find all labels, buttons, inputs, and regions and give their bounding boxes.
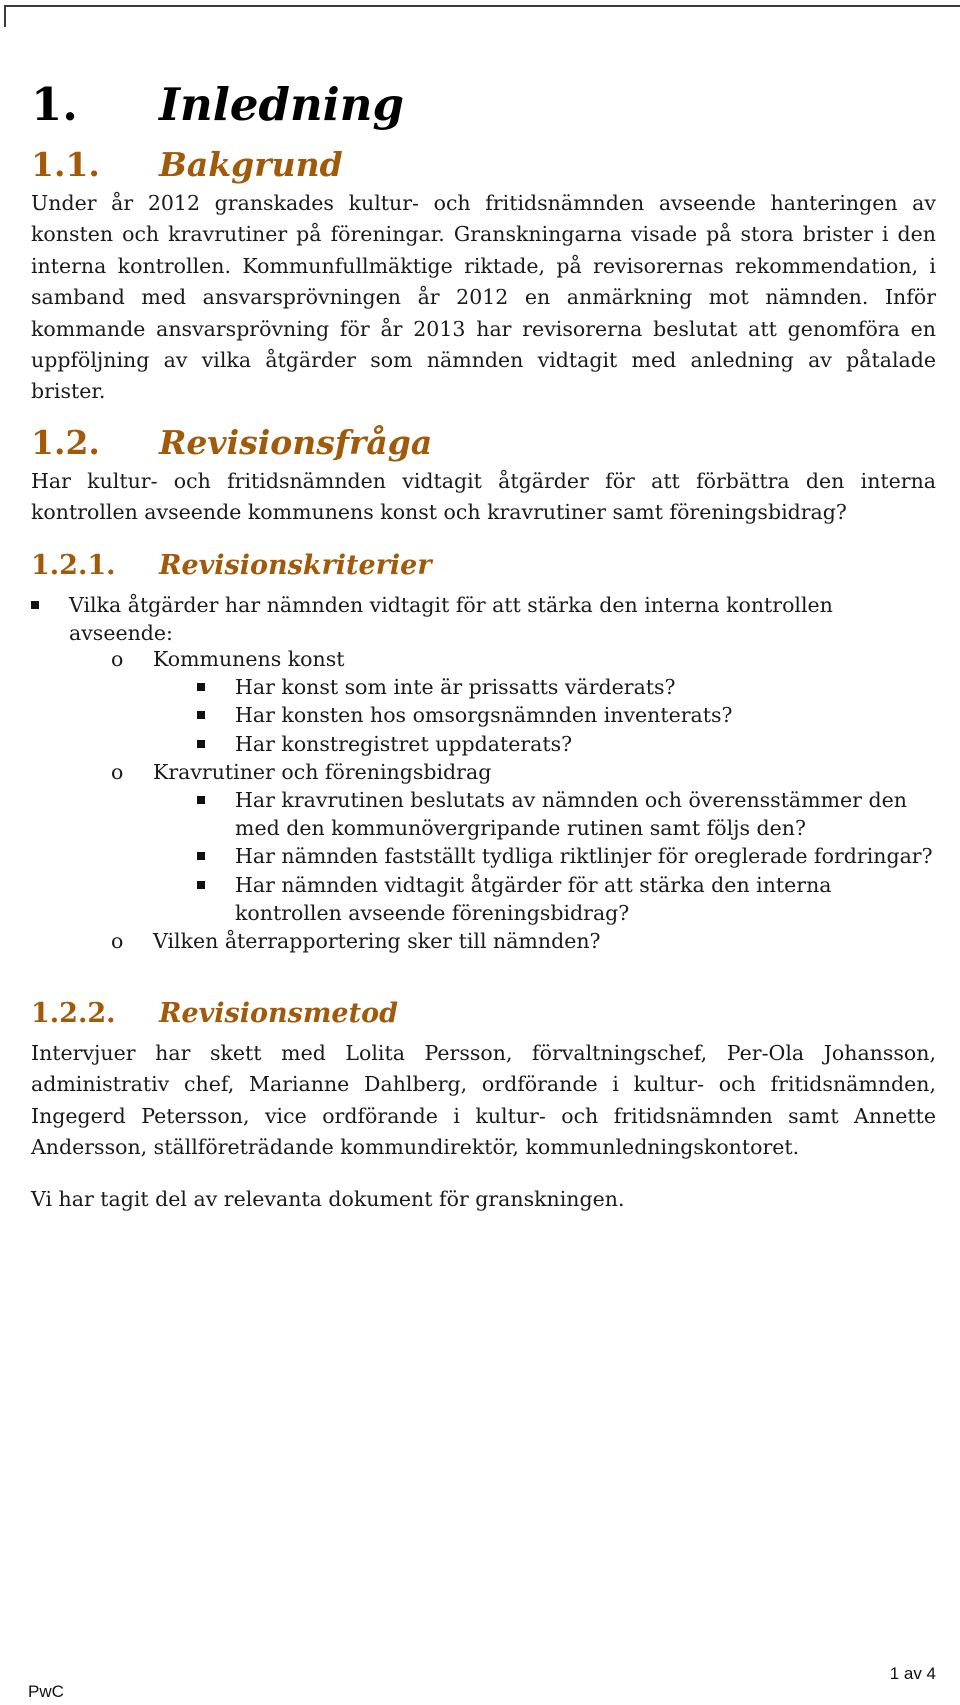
square-bullet-icon (197, 796, 205, 804)
list-item-text: Har konst som inte är prissatts värderats? (235, 675, 676, 700)
square-bullet-icon (197, 881, 205, 889)
footer-company: PwC (28, 1682, 64, 1701)
heading-number: 1.2.1. (31, 550, 116, 581)
heading-number: 1.1. (31, 145, 100, 184)
square-bullet-icon (197, 711, 205, 719)
square-bullet-icon (197, 740, 205, 748)
circle-bullet-icon: o (111, 759, 124, 784)
list-item-text: Vilken återrapportering sker till nämnden? (153, 929, 601, 954)
heading-revisionskriterier (31, 552, 432, 579)
heading-inledning (31, 78, 404, 131)
list-item (31, 591, 936, 647)
heading-number: 1.2.2. (31, 998, 116, 1029)
heading-bakgrund (31, 145, 343, 184)
list-item (31, 730, 936, 758)
page-number: 1 av 4 (889, 1664, 936, 1683)
list-item-text: Har kravrutinen beslutats av nämnden och överensstämmer den med den kommunövergripande rutinen samt följs den? (235, 788, 907, 841)
square-bullet-icon (31, 601, 39, 609)
circle-bullet-icon: o (111, 929, 124, 954)
list-item (31, 673, 936, 701)
list-item-text: Har nämnden vidtagit åtgärder för att stärka den interna kontrollen avseende föreningsbidrag? (235, 872, 832, 925)
page-corner-rule (4, 5, 960, 27)
bakgrund-paragraph: Under år 2012 granskades kultur- och fritidsnämnden avseende hanteringen av konsten och kravrutiner på föreningar. Granskningarna visade på stora brister i den interna kontrollen. Kommunfullmäktige riktade, på revisorernas rekommendation, i samband med ansvarsprövningen år 2012 en anmärkning mot nämnden. Inför kommande ansvarsprövning för år 2013 har revisorerna beslutat att genomföra en uppföljning av vilka åtgärder som nämnden vidtagit med anledning av påtalade brister. (31, 191, 936, 404)
list-item-text: Har nämnden fastställt tydliga riktlinjer för oreglerade fordringar? (235, 844, 933, 869)
criteria-first-list (31, 591, 936, 647)
revisionsfraga-paragraph: Har kultur- och fritidsnämnden vidtagit åtgärder för att förbättra den interna kontrollen avseende kommunens konst och kravrutiner samt föreningsbidrag? (31, 469, 936, 525)
heading-revisionsfraga (31, 423, 433, 462)
list-item (31, 758, 936, 786)
list-item (31, 645, 936, 673)
heading-number: 1.2. (31, 423, 100, 462)
square-bullet-icon (197, 683, 205, 691)
revisionsmetod-paragraph-2: Vi har tagit del av relevanta dokument för granskningen. (31, 1187, 625, 1211)
heading-title: Inledning (159, 78, 404, 131)
criteria-list (31, 645, 936, 955)
heading-title: Revisionsmetod (159, 998, 398, 1029)
circle-bullet-icon: o (111, 647, 124, 671)
revisionsmetod-paragraph: Intervjuer har skett med Lolita Persson, förvaltningschef, Per-Ola Johansson, administrativ chef, Marianne Dahlberg, ordförande i kultur- och fritidsnämnden, Ingegerd Petersson, vice ordförande i kultur- och fritidsnämnden samt Annette Andersson, ställföreträdande kommundirektör, kommunledningskontoret. (31, 1041, 936, 1160)
list-item-text: Har konsten hos omsorgsnämnden inventerats? (235, 703, 733, 728)
heading-title: Revisionsfråga (159, 423, 433, 462)
list-item (31, 786, 936, 842)
list-item (31, 842, 936, 870)
list-item-text: Kravrutiner och föreningsbidrag (153, 759, 492, 784)
heading-title: Bakgrund (159, 145, 343, 184)
list-item-text: Kommunens konst (153, 647, 345, 671)
list-item (31, 871, 936, 927)
heading-number: 1. (31, 78, 78, 131)
list-item (31, 701, 936, 729)
heading-title: Revisionskriterier (159, 550, 432, 581)
square-bullet-icon (197, 852, 205, 860)
list-item (31, 927, 936, 955)
list-item-text: Vilka åtgärder har nämnden vidtagit för att stärka den interna kontrollen avseende: (69, 593, 833, 646)
list-item-text: Har konstregistret uppdaterats? (235, 731, 573, 756)
heading-revisionsmetod (31, 1000, 398, 1027)
